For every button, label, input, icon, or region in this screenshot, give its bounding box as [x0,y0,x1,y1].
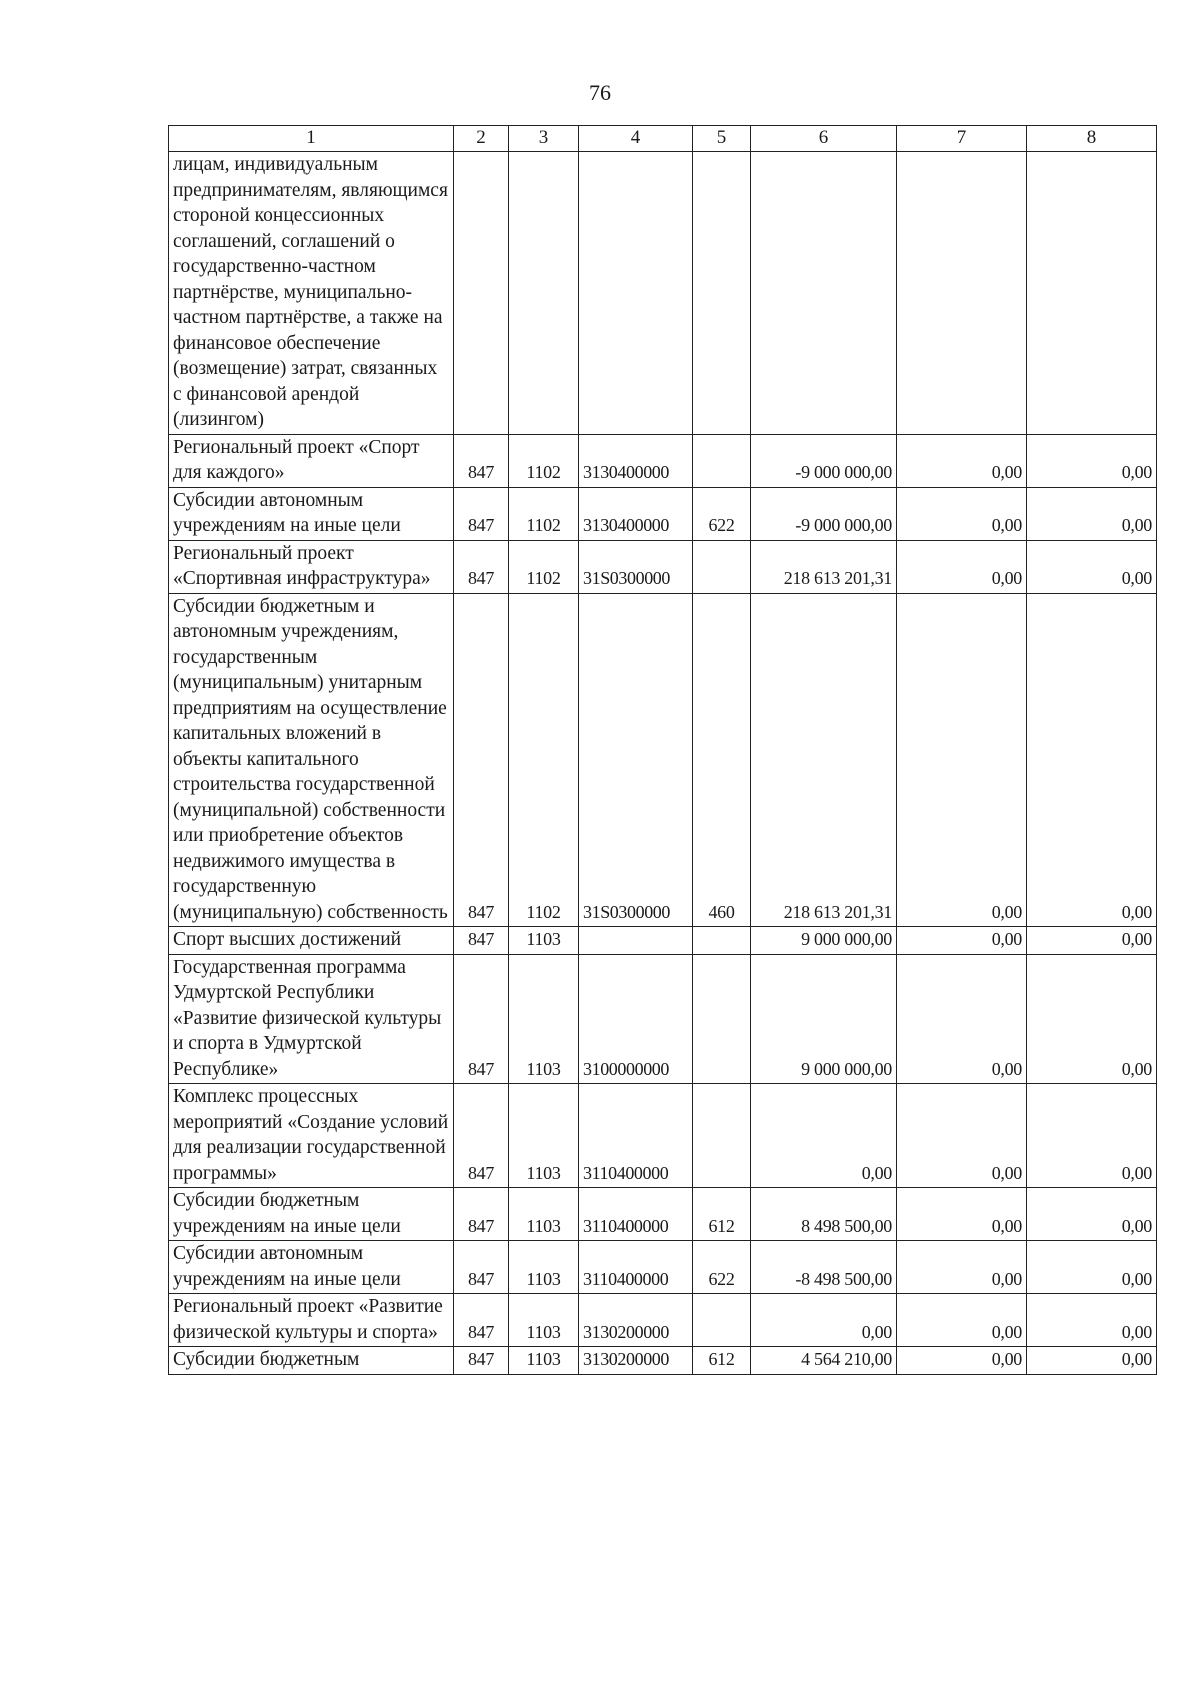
row-csr [579,927,693,955]
row-vr: 612 [693,1188,751,1241]
row-sum-2: 0,00 [897,1084,1027,1188]
row-sum-1 [751,152,897,435]
row-ved: 847 [454,1241,509,1294]
row-rz: 1103 [509,1084,579,1188]
row-sum-3: 0,00 [1027,487,1157,540]
row-ved: 847 [454,927,509,955]
row-ved: 847 [454,1294,509,1347]
row-name: Региональный проект «Развитие физической культуры и спорта» [169,1294,454,1347]
row-sum-1: 218 613 201,31 [751,540,897,593]
column-header: 1 [169,126,454,152]
row-sum-3: 0,00 [1027,1347,1157,1375]
row-vr [693,927,751,955]
row-sum-2: 0,00 [897,434,1027,487]
row-vr: 460 [693,593,751,927]
table-row [169,1347,1157,1375]
row-csr: 31S0300000 [579,540,693,593]
row-vr [693,540,751,593]
row-name: Комплекс процессных мероприятий «Создание условий для реализации государственной программы» [169,1084,454,1188]
row-ved: 847 [454,434,509,487]
row-vr [693,1294,751,1347]
row-sum-1: -9 000 000,00 [751,434,897,487]
row-vr [693,954,751,1084]
row-name: Региональный проект «Спортивная инфраструктура» [169,540,454,593]
row-ved: 847 [454,487,509,540]
page-number: 76 [589,80,611,105]
table-row [169,487,1157,540]
table-row [169,152,1157,435]
row-name: Субсидии бюджетным [169,1347,454,1375]
row-csr: 3100000000 [579,954,693,1084]
row-sum-3 [1027,152,1157,435]
table-row [169,434,1157,487]
row-name: лицам, индивидуальным предпринимателям, являющимся стороной концессионных соглашений, соглашений о государственно-частном партнёрстве, муниципально-частном партнёрстве, а также на финансовое обеспечение (возмещение) затрат, связанных с финансовой арендой (лизингом) [169,152,454,435]
row-name: Субсидии бюджетным и автономным учреждениям, государственным (муниципальным) унитарным предприятиям на осуществление капитальных вложений в объекты капитального строительства государственной (муниципальной) собственности или приобретение объектов недвижимого имущества в государственную (муниципальную) собственность [169,593,454,927]
row-vr [693,1084,751,1188]
row-name: Региональный проект «Спорт для каждого» [169,434,454,487]
row-sum-2: 0,00 [897,1294,1027,1347]
table-row [169,1188,1157,1241]
row-sum-1: 0,00 [751,1294,897,1347]
row-ved [454,152,509,435]
row-sum-3: 0,00 [1027,1084,1157,1188]
row-ved: 847 [454,540,509,593]
row-sum-1: 8 498 500,00 [751,1188,897,1241]
row-name: Государственная программа Удмуртской Республики «Развитие физической культуры и спорта в Удмуртской Республике» [169,954,454,1084]
row-vr: 622 [693,1241,751,1294]
column-header: 5 [693,126,751,152]
row-rz: 1102 [509,434,579,487]
row-ved: 847 [454,954,509,1084]
table-row [169,1294,1157,1347]
row-name: Субсидии бюджетным учреждениям на иные цели [169,1188,454,1241]
row-ved: 847 [454,593,509,927]
row-rz: 1103 [509,927,579,955]
row-vr: 622 [693,487,751,540]
row-vr [693,434,751,487]
row-rz: 1103 [509,1188,579,1241]
row-csr: 3110400000 [579,1188,693,1241]
table-row [169,927,1157,955]
row-sum-1: 9 000 000,00 [751,927,897,955]
column-header: 8 [1027,126,1157,152]
row-sum-3: 0,00 [1027,434,1157,487]
row-sum-1: 4 564 210,00 [751,1347,897,1375]
row-csr [579,152,693,435]
row-sum-3: 0,00 [1027,954,1157,1084]
column-header: 3 [509,126,579,152]
row-ved: 847 [454,1347,509,1375]
row-sum-2: 0,00 [897,487,1027,540]
row-sum-2: 0,00 [897,954,1027,1084]
row-rz: 1103 [509,954,579,1084]
row-ved: 847 [454,1188,509,1241]
row-rz [509,152,579,435]
row-sum-2 [897,152,1027,435]
row-sum-1: 0,00 [751,1084,897,1188]
header-row [169,126,1157,152]
row-rz: 1103 [509,1294,579,1347]
row-sum-1: -9 000 000,00 [751,487,897,540]
row-sum-3: 0,00 [1027,1241,1157,1294]
row-csr: 31S0300000 [579,593,693,927]
row-rz: 1102 [509,540,579,593]
row-name: Субсидии автономным учреждениям на иные цели [169,1241,454,1294]
row-csr: 3130200000 [579,1347,693,1375]
row-rz: 1102 [509,487,579,540]
row-csr: 3110400000 [579,1084,693,1188]
row-sum-2: 0,00 [897,593,1027,927]
row-vr: 612 [693,1347,751,1375]
row-csr: 3130400000 [579,434,693,487]
budget-table [168,125,1157,1375]
table-row [169,540,1157,593]
row-sum-3: 0,00 [1027,593,1157,927]
row-rz: 1103 [509,1347,579,1375]
row-sum-3: 0,00 [1027,927,1157,955]
row-sum-1: -8 498 500,00 [751,1241,897,1294]
column-header: 4 [579,126,693,152]
table-row [169,1084,1157,1188]
row-sum-3: 0,00 [1027,540,1157,593]
row-csr: 3130200000 [579,1294,693,1347]
column-header: 6 [751,126,897,152]
table-row [169,593,1157,927]
row-sum-2: 0,00 [897,1347,1027,1375]
table-row [169,954,1157,1084]
row-sum-2: 0,00 [897,1188,1027,1241]
column-header: 7 [897,126,1027,152]
row-sum-2: 0,00 [897,927,1027,955]
row-sum-2: 0,00 [897,1241,1027,1294]
row-vr [693,152,751,435]
row-sum-3: 0,00 [1027,1188,1157,1241]
row-rz: 1102 [509,593,579,927]
row-rz: 1103 [509,1241,579,1294]
table-row [169,1241,1157,1294]
row-name: Спорт высших достижений [169,927,454,955]
row-name: Субсидии автономным учреждениям на иные цели [169,487,454,540]
row-sum-1: 9 000 000,00 [751,954,897,1084]
row-sum-1: 218 613 201,31 [751,593,897,927]
row-csr: 3130400000 [579,487,693,540]
row-ved: 847 [454,1084,509,1188]
row-csr: 3110400000 [579,1241,693,1294]
row-sum-2: 0,00 [897,540,1027,593]
column-header: 2 [454,126,509,152]
row-sum-3: 0,00 [1027,1294,1157,1347]
